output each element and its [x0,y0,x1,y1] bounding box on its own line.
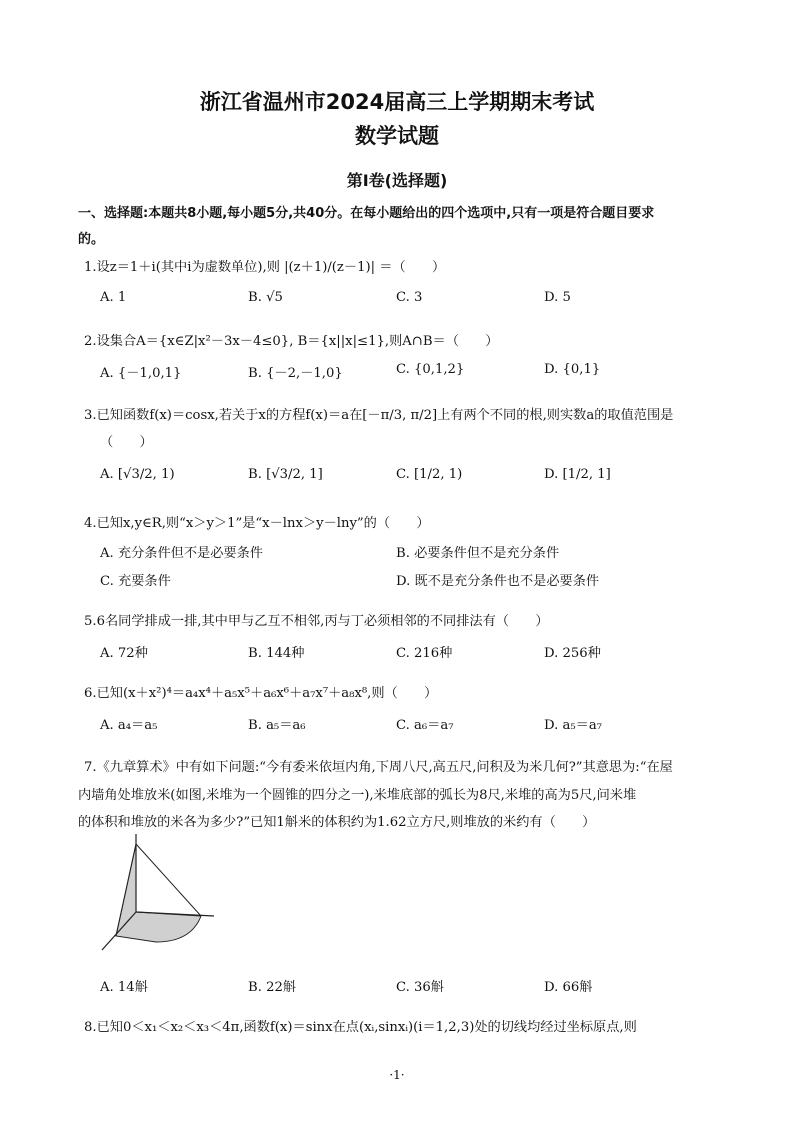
q4-option-d: D. 既不是充分条件也不是必要条件 [396,574,600,589]
q1-option-a: A. 1 [100,290,127,305]
q1-option-c: C. 3 [396,290,423,305]
question-1-stem: 1.设z＝1＋i(其中i为虚数单位),则 |(z＋1)/(z－1)| ＝（ ） [84,260,446,275]
q5-option-a: A. 72种 [100,646,148,661]
question-5-stem: 5.6名同学排成一排,其中甲与乙互不相邻,丙与丁必须相邻的不同排法有（ ） [84,614,549,629]
question-6-stem: 6.已知(x＋x²)⁴＝a₄x⁴＋a₅x⁵＋a₆x⁶＋a₇x⁷＋a₈x⁸,则（ ） [84,686,438,701]
q2-option-b: B. {－2,－1,0} [248,366,343,381]
question-3-stem-line1: 3.已知函数f(x)＝cosx,若关于x的方程f(x)＝a在[－π/3, π/2]上有两个不同的根,则实数a的取值范围是 [84,408,674,423]
q4-option-b: B. 必要条件但不是充分条件 [396,546,560,561]
part-title: 第Ⅰ卷(选择题) [346,171,448,190]
question-7-stem-line2: 内墙角处堆放米(如图,米堆为一个圆锥的四分之一),米堆底部的弧长为8尺,米堆的高为5尺,问米堆 [78,788,637,803]
q7-option-b: B. 22斛 [248,980,297,995]
q5-option-c: C. 216种 [396,646,453,661]
cone-edge-right [136,844,201,916]
question-4-stem: 4.已知x,y∈R,则“x＞y＞1”是“x－lnx＞y－lny”的（ ） [84,516,430,531]
question-7-stem-line1: 7.《九章算术》中有如下问题:“今有委米依垣内角,下周八尺,高五尺,问积及为米几何?”其意思为:“在屋 [84,760,673,775]
q4-option-a: A. 充分条件但不是必要条件 [100,546,263,561]
q4-option-c: C. 充要条件 [100,574,171,589]
q1-option-b: B. √5 [248,290,283,305]
q2-option-c: C. {0,1,2} [396,362,465,377]
q1-option-d: D. 5 [544,290,571,305]
cone-surface [116,844,201,942]
q3-option-a: A. [√3/2, 1) [100,467,175,482]
rice-pile-figure [96,834,226,958]
q3-option-d: D. [1/2, 1] [544,467,611,482]
question-8-stem: 8.已知0＜x₁＜x₂＜x₃＜4π,函数f(x)＝sinx在点(xᵢ,sinxᵢ)(i＝1,2,3)处的切线均经过坐标原点,则 [84,1020,637,1035]
question-7-stem-line3: 的体积和堆放的米各为多少?”已知1斛米的体积约为1.62立方尺,则堆放的米约有（ ） [78,815,596,830]
q7-option-a: A. 14斛 [100,980,148,995]
q7-option-c: C. 36斛 [396,980,444,995]
section-instruction-line2: 的。 [78,232,105,247]
q6-option-c: C. a₆＝a₇ [396,718,454,733]
q5-option-d: D. 256种 [544,646,601,661]
title-line1: 浙江省温州市2024届高三上学期期末考试 [199,90,595,114]
page-number: ·1· [389,1068,405,1082]
q7-option-d: D. 66斛 [544,980,593,995]
question-2-stem: 2.设集合A＝{x∈Z|x²－3x－4≤0}, B＝{x||x|≤1},则A∩B＝（ ） [84,334,499,349]
q6-option-d: D. a₅＝a₇ [544,718,602,733]
q6-option-b: B. a₅＝a₆ [248,718,306,733]
q6-option-a: A. a₄＝a₅ [100,718,158,733]
q3-option-c: C. [1/2, 1) [396,467,463,482]
question-3-stem-line2: （ ） [100,435,153,450]
q5-option-b: B. 144种 [248,646,305,661]
q2-option-a: A. {－1,0,1} [100,366,182,381]
q3-option-b: B. [√3/2, 1] [248,467,323,482]
title-line2: 数学试题 [355,124,439,148]
section-instruction-line1: 一、选择题:本题共8小题,每小题5分,共40分。在每小题给出的四个选项中,只有一项是符合题目要求 [78,206,655,221]
q2-option-d: D. {0,1} [544,362,601,377]
